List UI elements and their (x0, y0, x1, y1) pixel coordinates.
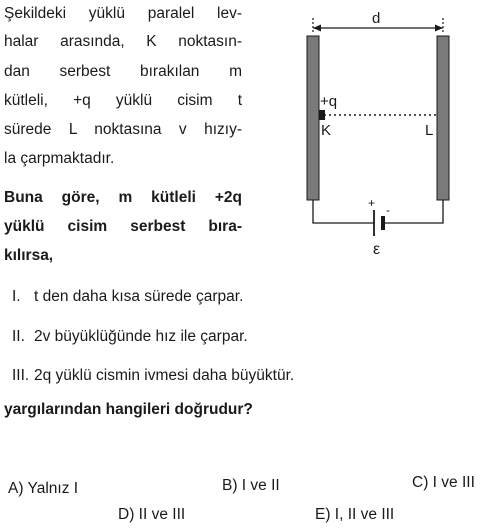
statement-text: 2q yüklü cismin ivmesi daha büyüktür. (34, 367, 295, 384)
right-plate (437, 36, 449, 200)
battery-minus-label: - (386, 203, 390, 217)
prompt-line-3: kılırsa, (4, 247, 54, 264)
battery-short-plate (381, 216, 385, 230)
option-b[interactable]: B) I ve II (222, 477, 280, 494)
option-c[interactable]: C) I ve III (412, 474, 475, 491)
prompt-line-2: yüklü cisim serbest bıra- (4, 218, 242, 235)
statement-text: t den daha kısa sürede çarpar. (34, 288, 244, 305)
final-question: yargılarından hangileri doğrudur? (4, 401, 253, 418)
statement-1 (12, 288, 243, 306)
option-a[interactable]: A) Yalnız I (8, 480, 79, 497)
statement-2 (12, 328, 248, 346)
dimension-arrow-right (435, 25, 443, 32)
statement-number: I. (12, 288, 21, 305)
option-d[interactable]: D) II ve III (118, 506, 186, 523)
point-l-label: L (425, 122, 434, 139)
charge-particle (319, 110, 325, 120)
stem-line-4: kütleli, +q yüklü cisim t (4, 92, 242, 109)
emf-label: ε (373, 241, 381, 258)
option-e[interactable]: E) I, II ve III (315, 506, 395, 523)
dimension-arrow-left (313, 25, 321, 32)
wire-right (384, 200, 443, 223)
stem-line-2: halar arasında, K noktasın- (4, 33, 242, 50)
parallel-plates-diagram (288, 10, 488, 265)
stem-line-1: Şekildeki yüklü paralel lev- (4, 5, 242, 22)
distance-label: d (372, 10, 381, 27)
left-plate (307, 36, 319, 200)
prompt-line-1: Buna göre, m kütleli +2q (4, 189, 242, 206)
statement-number: III. (12, 367, 30, 384)
statement-number: II. (12, 328, 25, 345)
charge-label: +q (320, 93, 338, 110)
stem-line-3: dan serbest bırakılan m (4, 63, 242, 80)
wire-left (313, 200, 374, 223)
statement-3 (12, 367, 294, 385)
battery-plus-label: + (368, 196, 376, 210)
point-k-label: K (321, 122, 332, 139)
stem-line-6: la çarpmaktadır. (4, 150, 115, 167)
stem-line-5: sürede L noktasına v hızıy- (4, 121, 242, 138)
statement-text: 2v büyüklüğünde hız ile çarpar. (34, 328, 248, 345)
